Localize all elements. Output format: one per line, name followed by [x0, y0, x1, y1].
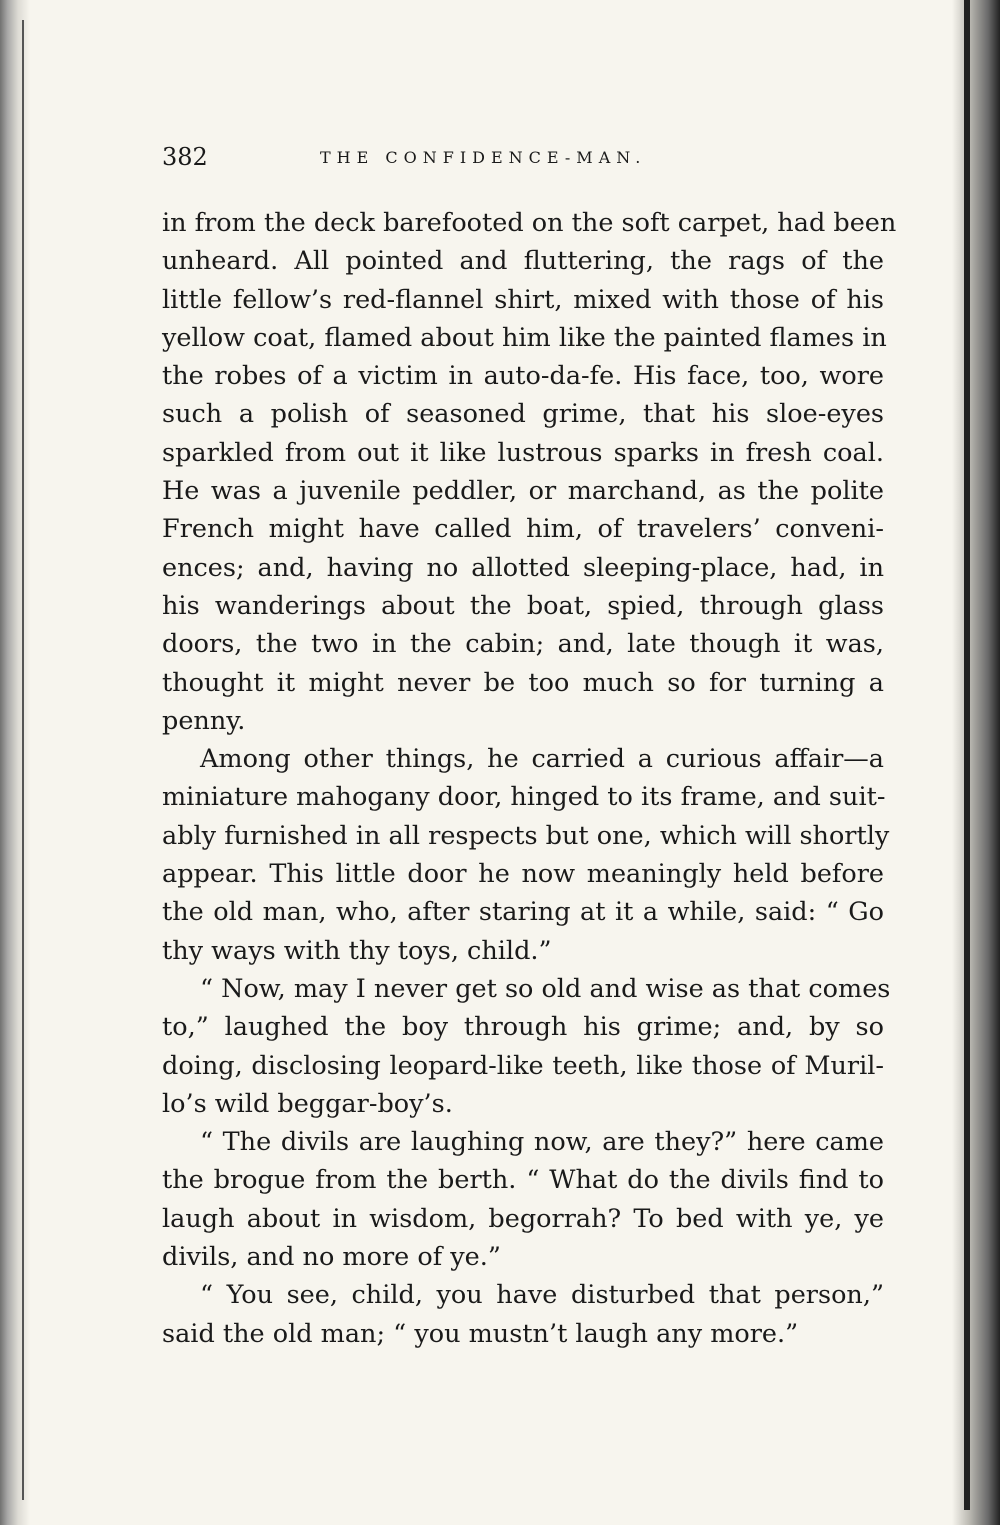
text-line: little fellow’s red-flannel shirt, mixed with those of his [162, 284, 884, 315]
text-line: He was a juvenile peddler, or marchand, as the polite [162, 476, 884, 507]
text-line: to,” laughed the boy through his grime; and, by so [162, 1012, 884, 1043]
text-line: thy ways with thy toys, child.” [162, 935, 552, 966]
text-line: the old man, who, after staring at it a while, said: “ Go [162, 897, 884, 928]
left-binding-shadow [22, 20, 24, 1500]
running-head [162, 142, 882, 172]
text-line: “ You see, child, you have disturbed that person,” [200, 1280, 884, 1311]
text-line: doing, disclosing leopard-like teeth, like those of Muril- [162, 1050, 884, 1081]
text-line: Among other things, he carried a curious affair—a [200, 744, 884, 775]
text-line: divils, and no more of ye.” [162, 1242, 501, 1273]
text-line: the robes of a victim in auto-da-fe. His face, too, wore [162, 361, 884, 392]
text-line: said the old man; “ you mustn’t laugh any more.” [162, 1318, 799, 1349]
text-line: penny. [162, 705, 246, 736]
text-line: ably furnished in all respects but one, which will shortly [162, 820, 890, 851]
text-line: “ Now, may I never get so old and wise as that comes [200, 973, 891, 1004]
text-line: sparkled from out it like lustrous sparks in fresh coal. [162, 437, 884, 468]
text-line: “ The divils are laughing now, are they?” here came [200, 1127, 884, 1158]
text-line: doors, the two in the cabin; and, late though it was, [162, 629, 884, 660]
right-binding-shadow [964, 0, 970, 1510]
text-line: laugh about in wisdom, begorrah? To bed with ye, ye [162, 1203, 884, 1234]
right-page-edge [952, 0, 1000, 1525]
text-line: ences; and, having no allotted sleeping-place, had, in [162, 552, 884, 583]
text-line: thought it might never be too much so for turning a [162, 667, 884, 698]
text-line: in from the deck barefooted on the soft carpet, had been [162, 208, 897, 238]
text-line: his wanderings about the boat, spied, through glass [162, 590, 884, 621]
body-text [162, 204, 897, 1353]
book-title: THE CONFIDENCE-MAN. [320, 148, 647, 167]
text-line: lo’s wild beggar-boy’s. [162, 1088, 453, 1119]
text-line: appear. This little door he now meaningly held before [162, 859, 884, 890]
page-number: 382 [162, 143, 208, 171]
text-line: French might have called him, of travelers’ conveni- [162, 514, 884, 545]
text-line: unheard. All pointed and fluttering, the rags of the [162, 246, 884, 277]
text-line: miniature mahogany door, hinged to its frame, and suit- [162, 782, 886, 813]
text-line: such a polish of seasoned grime, that his sloe-eyes [162, 399, 884, 430]
text-line: the brogue from the berth. “ What do the divils find to [162, 1165, 884, 1196]
text-line: yellow coat, flamed about him like the painted flames in [162, 322, 887, 353]
left-page-edge [0, 0, 30, 1525]
